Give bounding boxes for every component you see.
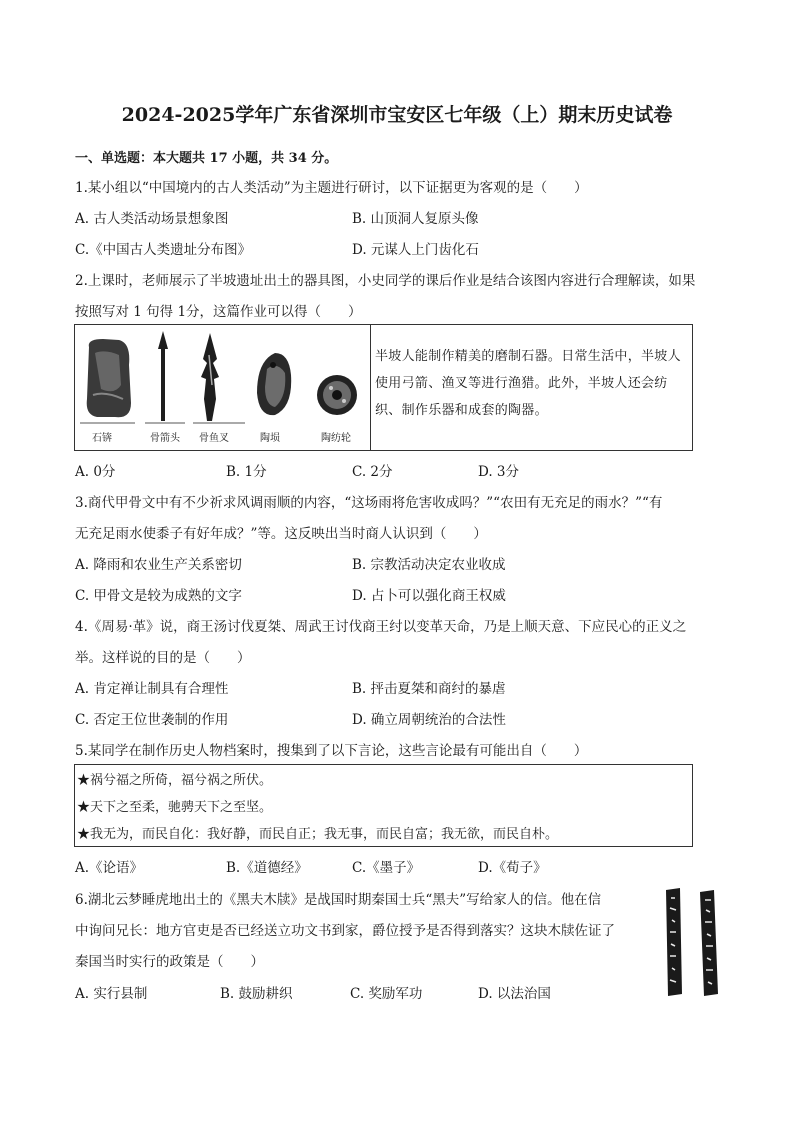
q5-quote-2: ★天下之至柔，驰骋天下之至坚。	[77, 800, 273, 815]
question-6-stem-line2: 中询问兄长：地方官吏是否已经送立功文书到家，爵位授予是否得到落实？这块木牍佐证了	[75, 923, 615, 939]
question-5-stem: 5.某同学在制作历史人物档案时，搜集到了以下言论，这些言论最有可能出自（ ）	[75, 743, 588, 759]
q6-option-c: C. 奖励军功	[350, 986, 423, 1002]
q3-option-c: C. 甲骨文是较为成熟的文字	[75, 588, 242, 604]
q4-option-a: A. 肯定禅让制具有合理性	[75, 681, 229, 697]
q2-material-text: 半坡人能制作精美的磨制石器。日常生活中，半坡人使用弓箭、渔叉等进行渔猎。此外，半坡人还会纺织、制作乐器和成套的陶器。	[375, 349, 681, 418]
pottery-spindle-whorl-icon	[317, 375, 357, 415]
q6-option-d: D. 以法治国	[478, 986, 551, 1002]
page-title: 2024-2025学年广东省深圳市宝安区七年级（上）期末历史试卷	[121, 104, 673, 126]
q2-option-d: D. 3分	[478, 464, 520, 480]
artifact-label-whorl: 陶纺轮	[321, 433, 351, 444]
bone-arrowhead-icon	[158, 331, 168, 421]
wooden-slip-right-icon	[700, 890, 718, 996]
question-2-stem-line2: 按照写对 1 句得 1分，这篇作业可以得（ ）	[75, 304, 362, 320]
q5-quote-1: ★祸兮福之所倚，福兮祸之所伏。	[77, 773, 273, 788]
q3-option-d: D. 占卜可以强化商王权威	[352, 588, 506, 604]
question-4-stem-line1: 4.《周易·革》说，商王汤讨伐夏桀、周武王讨伐商王纣以变革天命，乃是上顺天意、下应民心的正义之	[75, 619, 687, 635]
q5-option-c: C.《墨子》	[352, 860, 421, 876]
artifact-label-xun: 陶埙	[260, 433, 280, 444]
artifact-label-adze: 石锛	[92, 433, 112, 444]
q4-option-d: D. 确立周朝统治的合法性	[352, 712, 506, 728]
question-6-stem-line3: 秦国当时实行的政策是（ ）	[75, 954, 264, 970]
q1-option-c: C.《中国古人类遗址分布图》	[75, 242, 252, 258]
bone-harpoon-icon	[201, 333, 219, 421]
question-4-stem-line2: 举。这样说的目的是（ ）	[75, 650, 251, 666]
q1-option-d: D. 元谋人上门齿化石	[352, 242, 479, 258]
q5-quote-box	[74, 764, 693, 847]
box-divider	[370, 325, 371, 450]
artifact-label-harpoon: 骨鱼叉	[199, 433, 229, 444]
question-3-stem-line1: 3.商代甲骨文中有不少祈求风调雨顺的内容，“这场雨将危害收成吗？”“农田有无充足的雨水？”“有	[75, 495, 663, 511]
pottery-xun-icon	[257, 353, 291, 415]
heifu-wooden-slips-image	[660, 884, 730, 1002]
q6-option-b: B. 鼓励耕织	[220, 986, 293, 1002]
q2-option-c: C. 2分	[352, 464, 393, 480]
stone-adze-icon	[87, 339, 131, 417]
q2-option-b: B. 1分	[226, 464, 267, 480]
q3-option-a: A. 降雨和农业生产关系密切	[75, 557, 242, 573]
question-3-stem-line2: 无充足雨水使黍子有好年成？”等。这反映出当时商人认识到（ ）	[75, 526, 487, 542]
artifact-label-arrowhead: 骨箭头	[150, 433, 180, 444]
q2-material-box	[74, 324, 693, 451]
q3-option-b: B. 宗教活动决定农业收成	[352, 557, 506, 573]
q5-quote-3: ★我无为，而民自化：我好静，而民自正；我无事，而民自富；我无欲，而民自朴。	[77, 827, 559, 842]
question-2-stem-line1: 2.上课时，老师展示了半坡遗址出土的器具图，小史同学的课后作业是结合该图内容进行合理解读，如果	[75, 273, 696, 289]
q4-option-b: B. 抨击夏桀和商纣的暴虐	[352, 681, 506, 697]
q6-option-a: A. 实行县制	[75, 986, 148, 1002]
q1-option-a: A. 古人类活动场景想象图	[75, 211, 229, 227]
question-1-stem: 1.某小组以“中国境内的古人类活动”为主题进行研讨，以下证据更为客观的是（ ）	[75, 180, 588, 196]
q1-option-b: B. 山顶洞人复原头像	[352, 211, 479, 227]
question-6-stem-line1: 6.湖北云梦睡虎地出土的《黑夫木牍》是战国时期秦国士兵“黑夫”写给家人的信。他在信	[75, 892, 602, 908]
q2-option-a: A. 0分	[75, 464, 116, 480]
q5-option-d: D.《荀子》	[478, 860, 547, 876]
q5-option-b: B.《道德经》	[226, 860, 308, 876]
wooden-slip-left-icon	[666, 888, 682, 996]
section-heading: 一、单选题：本大题共 17 小题，共 34 分。	[75, 151, 338, 166]
q5-option-a: A.《论语》	[75, 860, 144, 876]
q4-option-c: C. 否定王位世袭制的作用	[75, 712, 229, 728]
